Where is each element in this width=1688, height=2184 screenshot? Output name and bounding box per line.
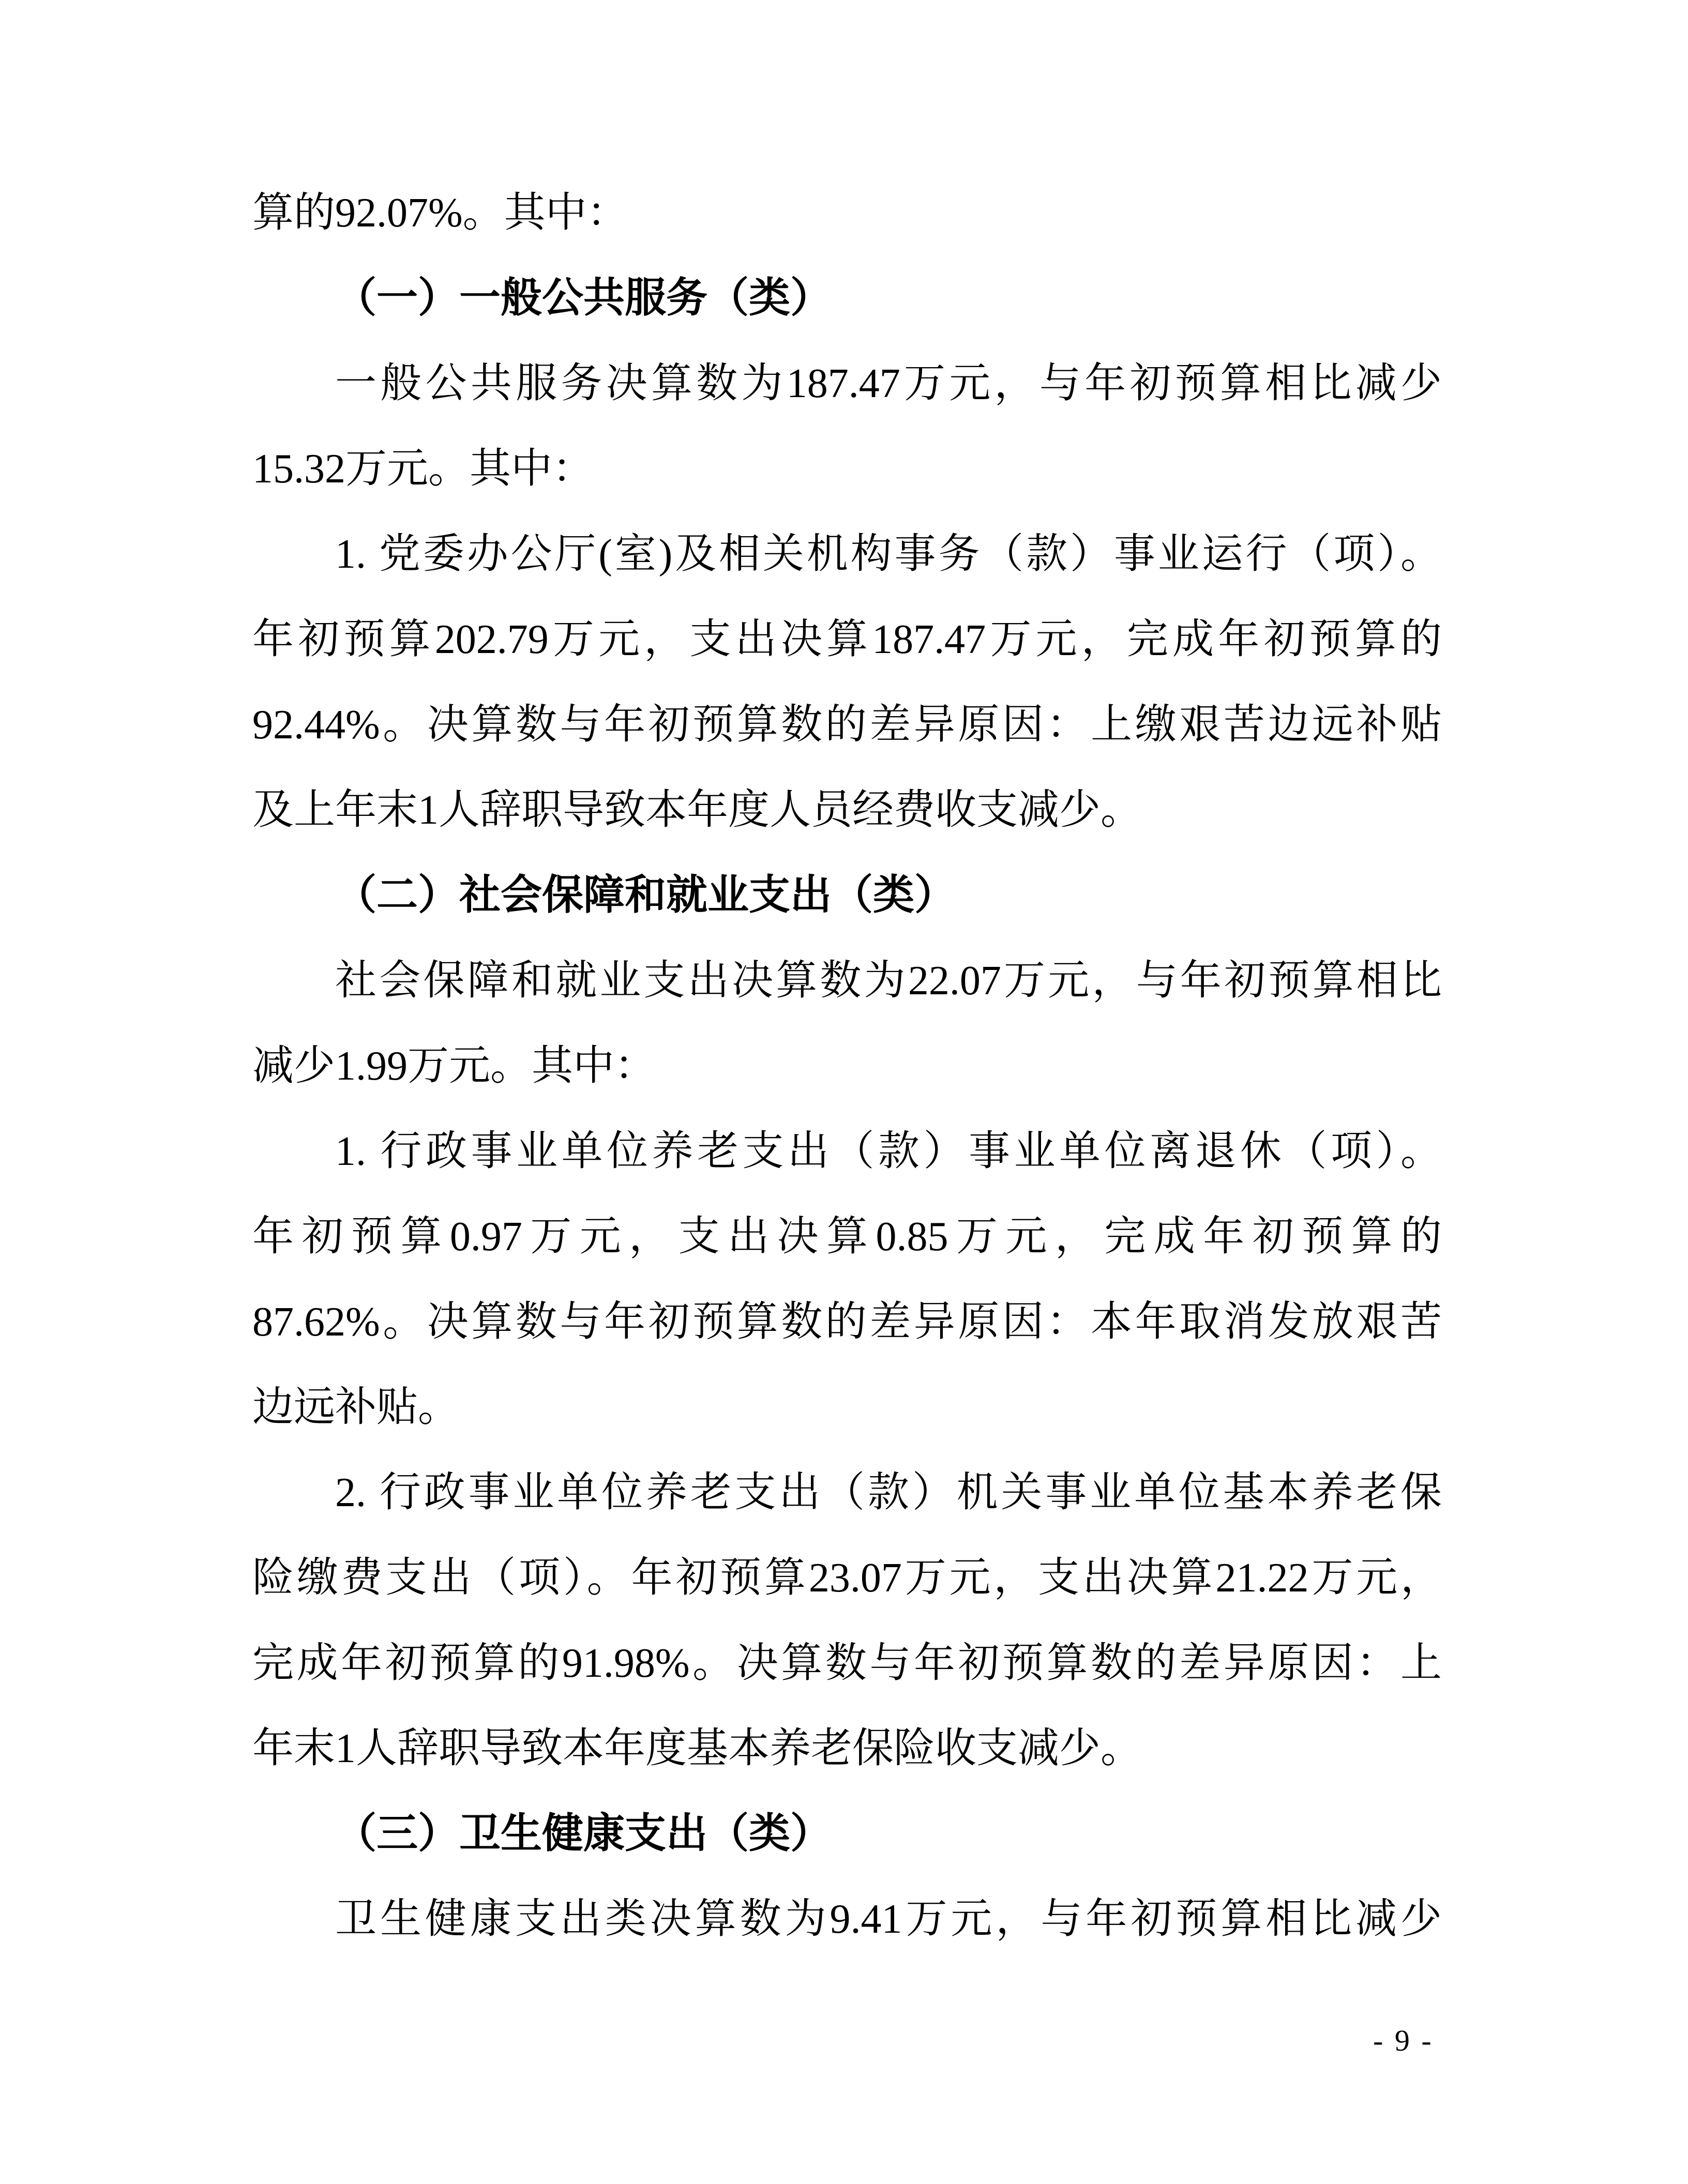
paragraph-line: 1. 行政事业单位养老支出（款）事业单位离退休（项）。 — [335, 1129, 1442, 1174]
paragraph-line: 及上年末1人辞职导致本年度人员经费收支减少。 — [252, 787, 1142, 833]
paragraph-line: 1. 党委办公厅(室)及相关机构事务（款）事业运行（项）。 — [335, 532, 1442, 577]
document-page — [252, 171, 1442, 1962]
paragraph-line: 年初预算202.79万元，支出决算187.47万元，完成年初预算的 — [252, 617, 1442, 662]
paragraph-line: 卫生健康支出类决算数为9.41万元，与年初预算相比减少 — [335, 1897, 1442, 1942]
paragraph-line: 一般公共服务决算数为187.47万元，与年初预算相比减少 — [335, 361, 1442, 406]
paragraph-line: 险缴费支出（项）。年初预算23.07万元，支出决算21.22万元， — [252, 1555, 1442, 1601]
section-heading-3: （三）卫生健康支出（类） — [335, 1811, 832, 1857]
section-heading-2: （二）社会保障和就业支出（类） — [335, 873, 956, 918]
paragraph-line: 92.44%。决算数与年初预算数的差异原因：上缴艰苦边远补贴 — [252, 702, 1442, 748]
paragraph-line: 减少1.99万元。其中： — [252, 1043, 656, 1089]
paragraph-continuation-line: 算的92.07%。其中： — [252, 190, 628, 236]
paragraph-line: 边远补贴。 — [252, 1385, 459, 1430]
paragraph-line: 完成年初预算的91.98%。决算数与年初预算数的差异原因：上 — [252, 1641, 1442, 1686]
page-number: - 9 - — [1373, 2024, 1434, 2057]
paragraph-line: 年初预算0.97万元，支出决算0.85万元，完成年初预算的 — [252, 1214, 1442, 1260]
section-heading-1: （一）一般公共服务（类） — [335, 276, 832, 321]
paragraph-line: 年末1人辞职导致本年度基本养老保险收支减少。 — [252, 1726, 1142, 1771]
paragraph-line: 15.32万元。其中： — [252, 446, 594, 492]
paragraph-line: 社会保障和就业支出决算数为22.07万元，与年初预算相比 — [335, 958, 1442, 1004]
paragraph-line: 87.62%。决算数与年初预算数的差异原因：本年取消发放艰苦 — [252, 1299, 1442, 1345]
paragraph-line: 2. 行政事业单位养老支出（款）机关事业单位基本养老保 — [335, 1470, 1442, 1515]
